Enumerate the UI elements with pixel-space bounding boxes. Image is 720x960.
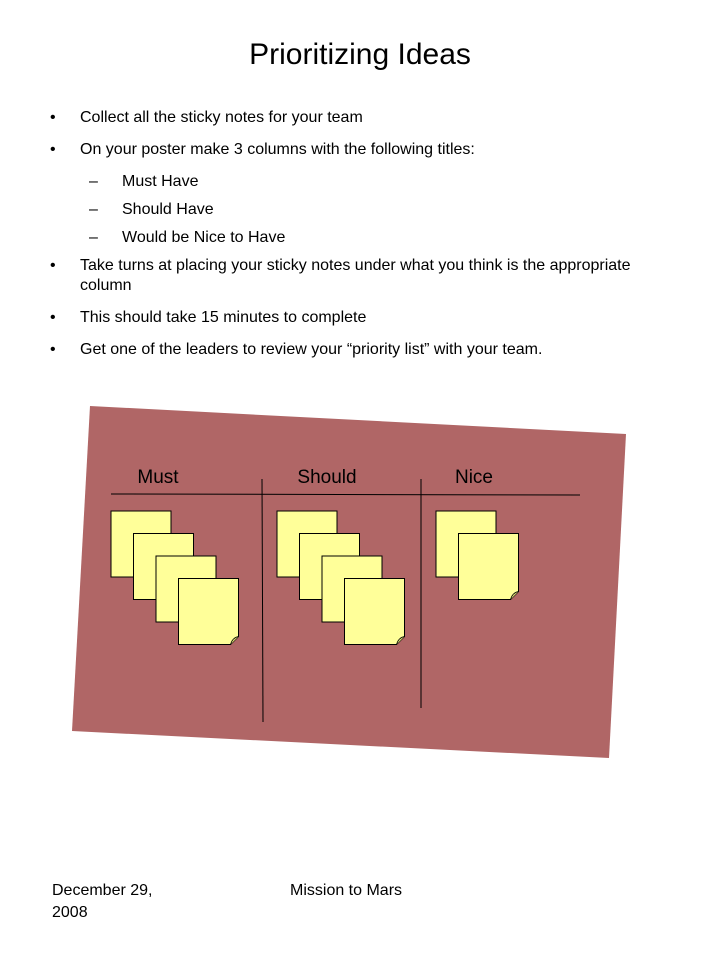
bullet-text: Take turns at placing your sticky notes under what you think is the appropriate column: [80, 257, 631, 294]
column-label-nice: Nice: [454, 467, 494, 488]
sub-bullet-text: Should Have: [122, 201, 214, 218]
sub-bullet-marker: –: [89, 229, 98, 246]
sticky-note: [345, 579, 405, 645]
sub-bullet-text: Would be Nice to Have: [122, 229, 286, 246]
column-label-must: Must: [137, 467, 179, 488]
bullet-text: This should take 15 minutes to complete: [80, 309, 367, 326]
footer-title: Mission to Mars: [290, 882, 403, 899]
bullet-text: On your poster make 3 columns with the following titles:: [80, 141, 475, 158]
sub-bullet-marker: –: [89, 173, 98, 190]
sub-bullet-text: Must Have: [122, 173, 199, 190]
bullet-marker: •: [50, 309, 56, 326]
sticky-note: [179, 579, 239, 645]
bullet-marker: •: [50, 341, 56, 358]
bullet-marker: •: [50, 257, 56, 274]
bullet-text: Get one of the leaders to review your “priority list” with your team.: [80, 341, 543, 358]
column-label-should: Should: [297, 467, 357, 488]
sub-bullet-marker: –: [89, 201, 98, 218]
bullet-text: Collect all the sticky notes for your team: [80, 109, 363, 126]
bullet-marker: •: [50, 141, 56, 158]
footer-date: December 29, 2008: [52, 882, 153, 921]
slide-title: Prioritizing Ideas: [249, 38, 471, 71]
bullet-marker: •: [50, 109, 56, 126]
sticky-note: [459, 534, 519, 600]
